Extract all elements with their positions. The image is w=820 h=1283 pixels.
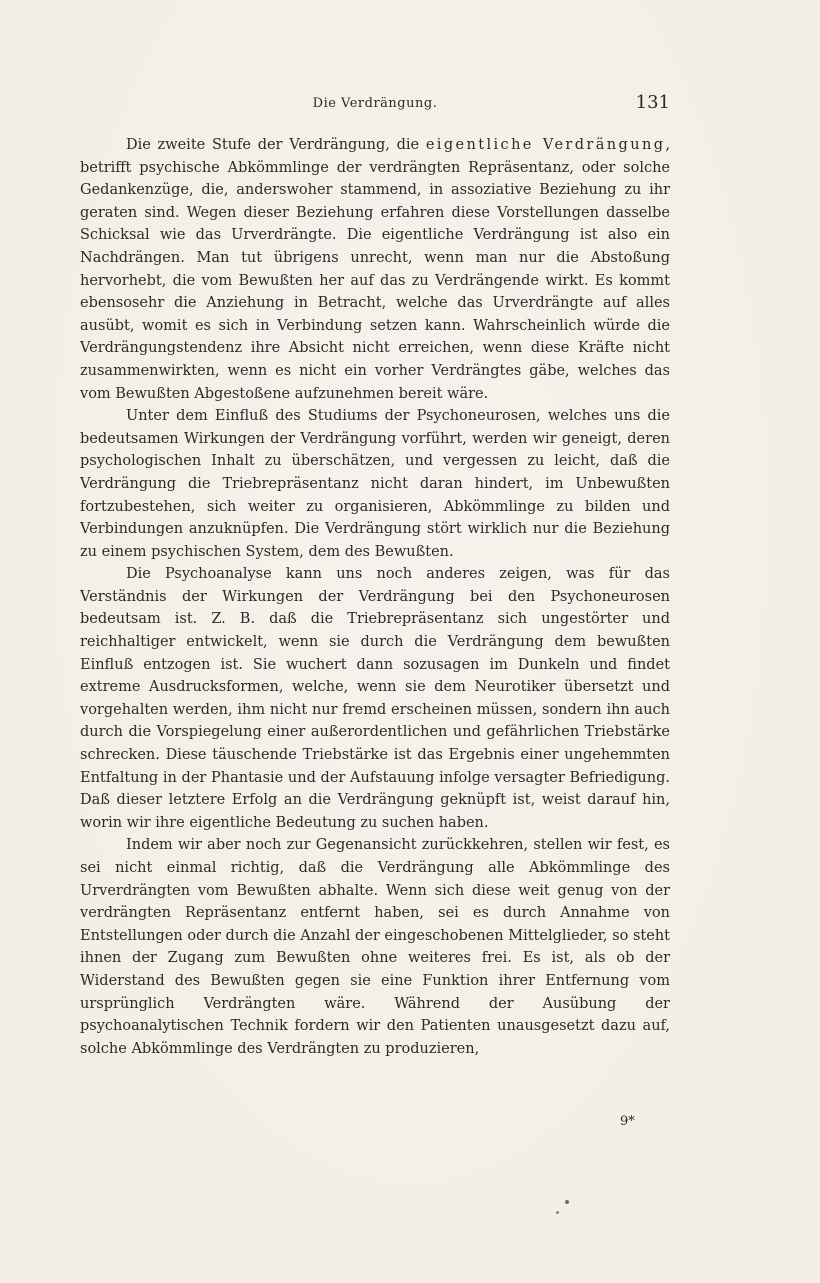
- running-head: [80, 92, 670, 116]
- emphasized-term: eigentliche Verdrängung: [425, 137, 666, 153]
- paragraph-3: Die Psychoanalyse kann uns noch anderes zeigen, was für das Verständnis der Wirkungen der Verdrängung bei den Psychoneurosen bedeutsam ist. Z. B. daß die Triebrepräsentanz sich ungestörter und reichhaltiger entwickelt, wenn sie durch die Verdrängung dem bewußten Einfluß entzogen ist. Sie wuchert dann sozusagen im Dunkeln und findet extreme Ausdrucksformen, welche, wenn sie dem Neurotiker übersetzt und vorgehalten werden, ihm nicht nur fremd erscheinen müssen, sondern ihn auch durch die Vorspiegelung einer außerordentlichen und gefährlichen Triebstärke schrecken. Diese täuschende Triebstärke ist das Ergebnis einer ungehemmten Entfaltung in der Phantasie und der Aufstauung infolge versagter Befriedigung. Daß dieser letztere Erfolg an die Verdrängung geknüpft ist, weist darauf hin, worin wir ihre eigentliche Bedeutung zu suchen haben.: [80, 566, 670, 831]
- page-number: 131: [635, 92, 670, 113]
- paragraph-2: Unter dem Einfluß des Studiums der Psychoneurosen, welches uns die bedeutsamen Wirkungen der Verdrängung vorführt, werden wir geneigt, deren psychologischen Inhalt zu überschätzen, und vergessen zu leicht, daß die Verdrängung die Triebrepräsentanz nicht daran hindert, im Unbewußten fortzubestehen, sich weiter zu organisieren, Abkömmlinge zu bilden und Verbindungen anzuknüpfen. Die Verdrängung stört wirklich nur die Beziehung zu einem psychischen System, dem des Bewußten.: [80, 408, 670, 560]
- paragraph-1-rest: , betrifft psychische Abkömmlinge der verdrängten Repräsentanz, oder solche Gedankenzüge, die, anderswoher stammend, in assoziative Beziehung zu ihr geraten sind. Wegen dieser Beziehung erfahren diese Vorstellungen dasselbe Schicksal wie das Urverdrängte. Die eigentliche Verdrängung ist also ein Nachdrängen. Man tut übrigens unrecht, wenn man nur die Abstoßung hervorhebt, die vom Bewußten her auf das zu Verdrängende wirkt. Es kommt ebensosehr die Anziehung in Betracht, welche das Urverdrängte auf alles ausübt, womit es sich in Verbindung setzen kann. Wahrscheinlich würde die Verdrängungstendenz ihre Absicht nicht erreichen, wenn diese Kräfte nicht zusammenwirkten, wenn es nicht ein vorher Verdrängtes gäbe, welches das vom Bewußten Abgestoßene aufzunehmen bereit wäre.: [80, 137, 671, 402]
- signature-mark: 9*: [620, 1114, 635, 1129]
- paper-speck: [556, 1211, 559, 1214]
- paragraph-1-lead: Die zweite Stufe der Verdrängung, die: [126, 137, 426, 153]
- paragraph-4: Indem wir aber noch zur Gegenansicht zurückkehren, stellen wir fest, es sei nicht einmal richtig, daß die Verdrängung alle Abkömmlinge des Urverdrängten vom Bewußten abhalte. Wenn sich diese weit genug von der verdrängten Repräsentanz entfernt haben, sei es durch Annahme von Entstellungen oder durch die Anzahl der eingeschobenen Mittelglieder, so steht ihnen der Zugang zum Bewußten ohne weiteres frei. Es ist, als ob der Widerstand des Bewußten gegen sie eine Funktion ihrer Entfernung vom ursprünglich Verdrängten wäre. Während der Ausübung der psychoanalytischen Technik fordern wir den Patienten unausgesetzt dazu auf, solche Abkömmlinge des Verdrängten zu produzieren,: [80, 837, 670, 1057]
- running-title: Die Verdrängung.: [312, 96, 438, 111]
- paper-speck: [565, 1200, 569, 1204]
- body-text: [80, 134, 670, 1060]
- paragraph-1: [80, 134, 670, 405]
